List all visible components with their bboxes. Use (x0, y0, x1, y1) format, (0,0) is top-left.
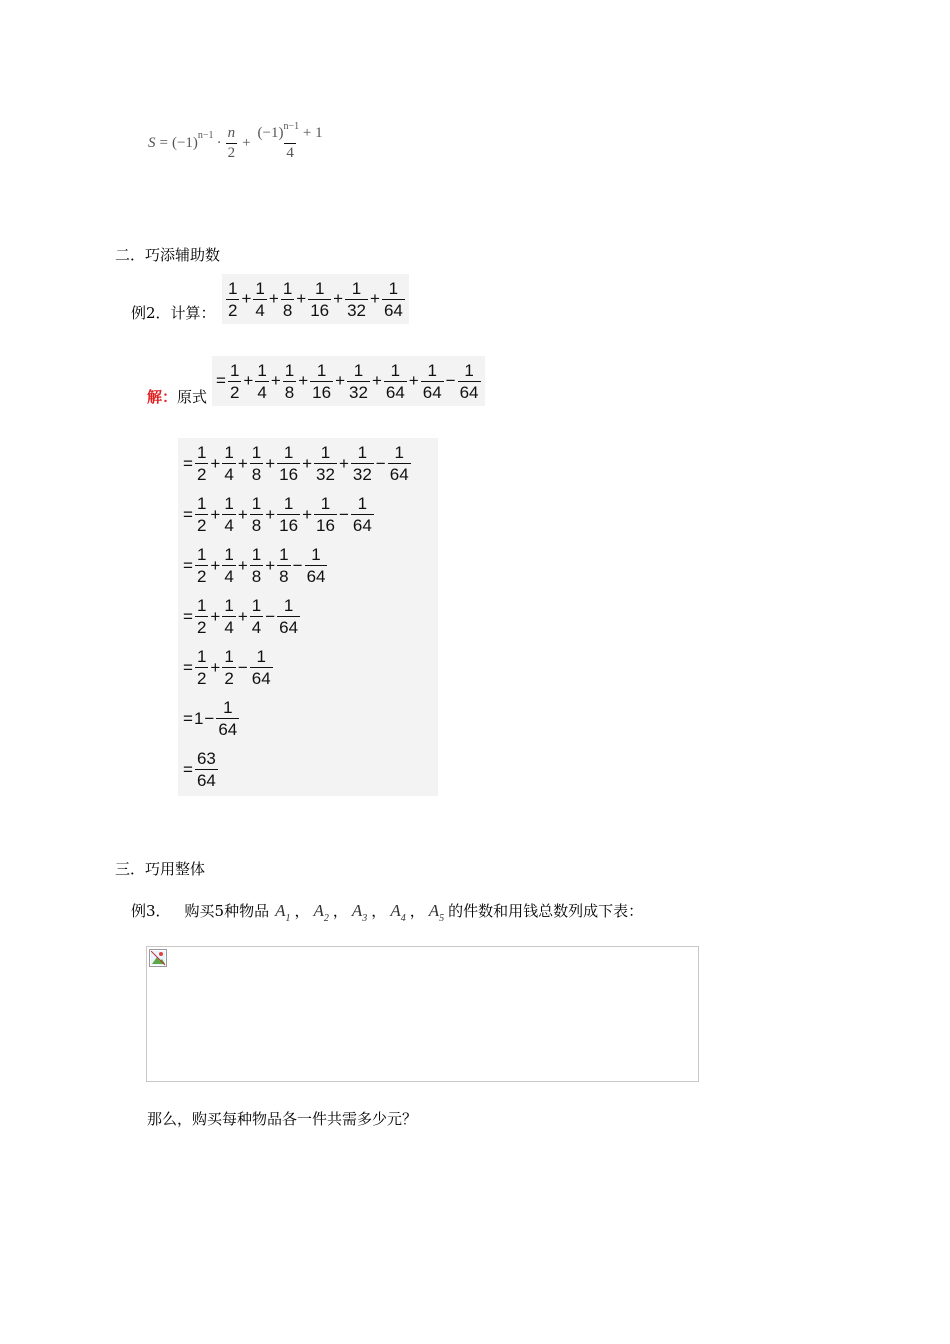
step-3: = $\frac{1}{2}$ + $\frac{1}{4}$ + $\frac{1}{8}$ + $\frac{1}{8}$ − $\frac{1}{64}$ (183, 545, 326, 586)
formula-frac-n2: $\frac{n}{2}$ (227, 125, 236, 161)
example-3-question: 那么，购买每种物品各一件共需多少元？ (147, 1110, 418, 1128)
step-6: = 1 − $\frac{1}{64}$ (183, 698, 238, 739)
example-2-label: 例2．计算： (131, 304, 216, 322)
section-3-heading: 三．巧用整体 (115, 860, 206, 878)
formula-plus: + (242, 135, 251, 151)
var-a1: $A_1$ (275, 900, 291, 924)
var-a3: $A_3$ (351, 900, 368, 924)
solution-text: 原式 (177, 388, 208, 406)
step-4: = $\frac{1}{2}$ + $\frac{1}{4}$ + $\frac{1}{4}$ − $\frac{1}{64}$ (183, 596, 299, 637)
formula-exp: n−1 (197, 130, 214, 141)
solution-expression: = $\frac{1}{2}$ + $\frac{1}{4}$ + $\frac{1}{8}$ + $\frac{1}{16}$ + $\frac{1}{32}$ + $\frac{1}{64}$ + $\frac{1}{64}$ − $\frac{1}{64}$ (212, 356, 485, 406)
formula-dot: · (216, 135, 222, 151)
var-a5: $A_5$ (428, 900, 445, 924)
step-5: = $\frac{1}{2}$ + $\frac{1}{2}$ − $\frac{1}{64}$ (183, 647, 271, 688)
example-3-line: 例3． 购买5种物品 $A_1$ ， $A_2$ ， $A_3$ ， $A_4$ ， $A_5$ 的件数和用钱总数列成下表： (131, 900, 644, 924)
formula-base: (−1) (171, 135, 198, 151)
solution-label: 解 (147, 388, 163, 406)
example-3-text-after: 的件数和用钱总数列成下表： (448, 902, 644, 920)
solution-label-line: 解：原式 (147, 388, 208, 406)
step-1: = $\frac{1}{2}$ + $\frac{1}{4}$ + $\frac{1}{8}$ + $\frac{1}{16}$ + $\frac{1}{32}$ + $\frac{1}{32}$ − $\frac{1}{64}$ (183, 443, 409, 484)
step-2: = $\frac{1}{2}$ + $\frac{1}{4}$ + $\frac{1}{8}$ + $\frac{1}{16}$ + $\frac{1}{16}$ − $\frac{1}{64}$ (183, 494, 372, 535)
example-2-expression: $\frac{1}{2}$ + $\frac{1}{4}$ + $\frac{1}{8}$ + $\frac{1}{16}$ + $\frac{1}{32}$ + $\frac{1}{64}$ (222, 274, 409, 324)
example-3-text-before: 购买5种物品 (184, 902, 270, 920)
broken-image-icon (149, 949, 167, 967)
formula-eq: = (159, 135, 168, 151)
step-7: = $\frac{63}{64}$ (183, 749, 216, 790)
formula-frac-right: $\frac{(-1)^{n-1} + 1}{4}$ (257, 121, 323, 161)
var-a2: $A_2$ (313, 900, 329, 924)
formula-s: S (148, 135, 156, 151)
derivation-steps (178, 438, 438, 796)
table-image-placeholder (146, 946, 699, 1082)
section-2-heading: 二．巧添辅助数 (115, 246, 221, 264)
example-3-label: 例3． (131, 902, 171, 920)
sum-formula (148, 121, 326, 161)
var-a4: $A_4$ (390, 900, 406, 924)
